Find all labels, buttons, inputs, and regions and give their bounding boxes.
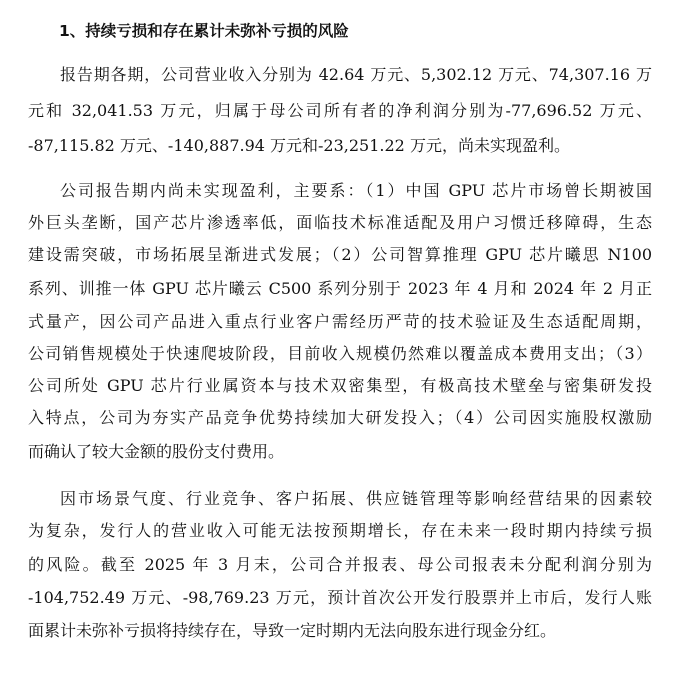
paragraph-3-line-5: 面累计未弥补亏损将持续存在，导致一定时期内无法向股东进行现金分红。 — [28, 621, 557, 640]
paragraph-1-line-1: 报告期各期，公司营业收入分别为 42.64 万元、5,302.12 万元、74,307.16 万 — [60, 65, 652, 84]
paragraph-2-line-6: 公司销售规模处于快速爬坡阶段，目前收入规模仍然难以覆盖成本费用支出；（3） — [28, 344, 652, 363]
paragraph-3-line-3: 的风险。截至 2025 年 3 月末，公司合并报表、母公司报表未分配利润分别为 — [28, 555, 652, 574]
paragraph-2-line-8: 入特点，公司为夯实产品竞争优势持续加大研发投入；（4）公司因实施股权激励 — [28, 408, 652, 427]
paragraph-2-line-2: 外巨头垄断，国产芯片渗透率低，面临技术标准适配及用户习惯迁移障碍，生态 — [28, 213, 652, 232]
paragraph-1-line-3: -87,115.82 万元、-140,887.94 万元和-23,251.22 万元，尚未实现盈利。 — [28, 136, 570, 155]
paragraph-3-line-2: 为复杂，发行人的营业收入可能无法按预期增长，存在未来一段时期内持续亏损 — [28, 521, 652, 540]
paragraph-2-line-3: 建设需突破，市场拓展呈渐进式发展；（2）公司智算推理 GPU 芯片曦思 N100 — [28, 245, 652, 264]
paragraph-2-line-4: 系列、训推一体 GPU 芯片曦云 C500 系列分别于 2023 年 4 月和 2024 年 2 月正 — [28, 279, 652, 298]
paragraph-2-line-5: 式量产，因公司产品进入重点行业客户需经历严苛的技术验证及生态适配周期， — [28, 312, 652, 331]
paragraph-2-line-1: 公司报告期内尚未实现盈利，主要系：（1）中国 GPU 芯片市场曾长期被国 — [60, 181, 652, 200]
paragraph-1-line-2: 元和 32,041.53 万元，归属于母公司所有者的净利润分别为-77,696.52 万元、 — [28, 101, 652, 120]
paragraph-3-line-1: 因市场景气度、行业竞争、客户拓展、供应链管理等影响经营结果的因素较 — [60, 489, 652, 508]
paragraph-3-line-4: -104,752.49 万元、-98,769.23 万元，预计首次公开发行股票并上市后，发行人账 — [28, 588, 652, 607]
section-heading: 1、持续亏损和存在累计未弥补亏损的风险 — [59, 22, 349, 40]
paragraph-2-line-9: 而确认了较大金额的股份支付费用。 — [28, 442, 285, 461]
paragraph-2-line-7: 公司所处 GPU 芯片行业属资本与技术双密集型，有极高技术壁垒与密集研发投 — [28, 376, 652, 395]
